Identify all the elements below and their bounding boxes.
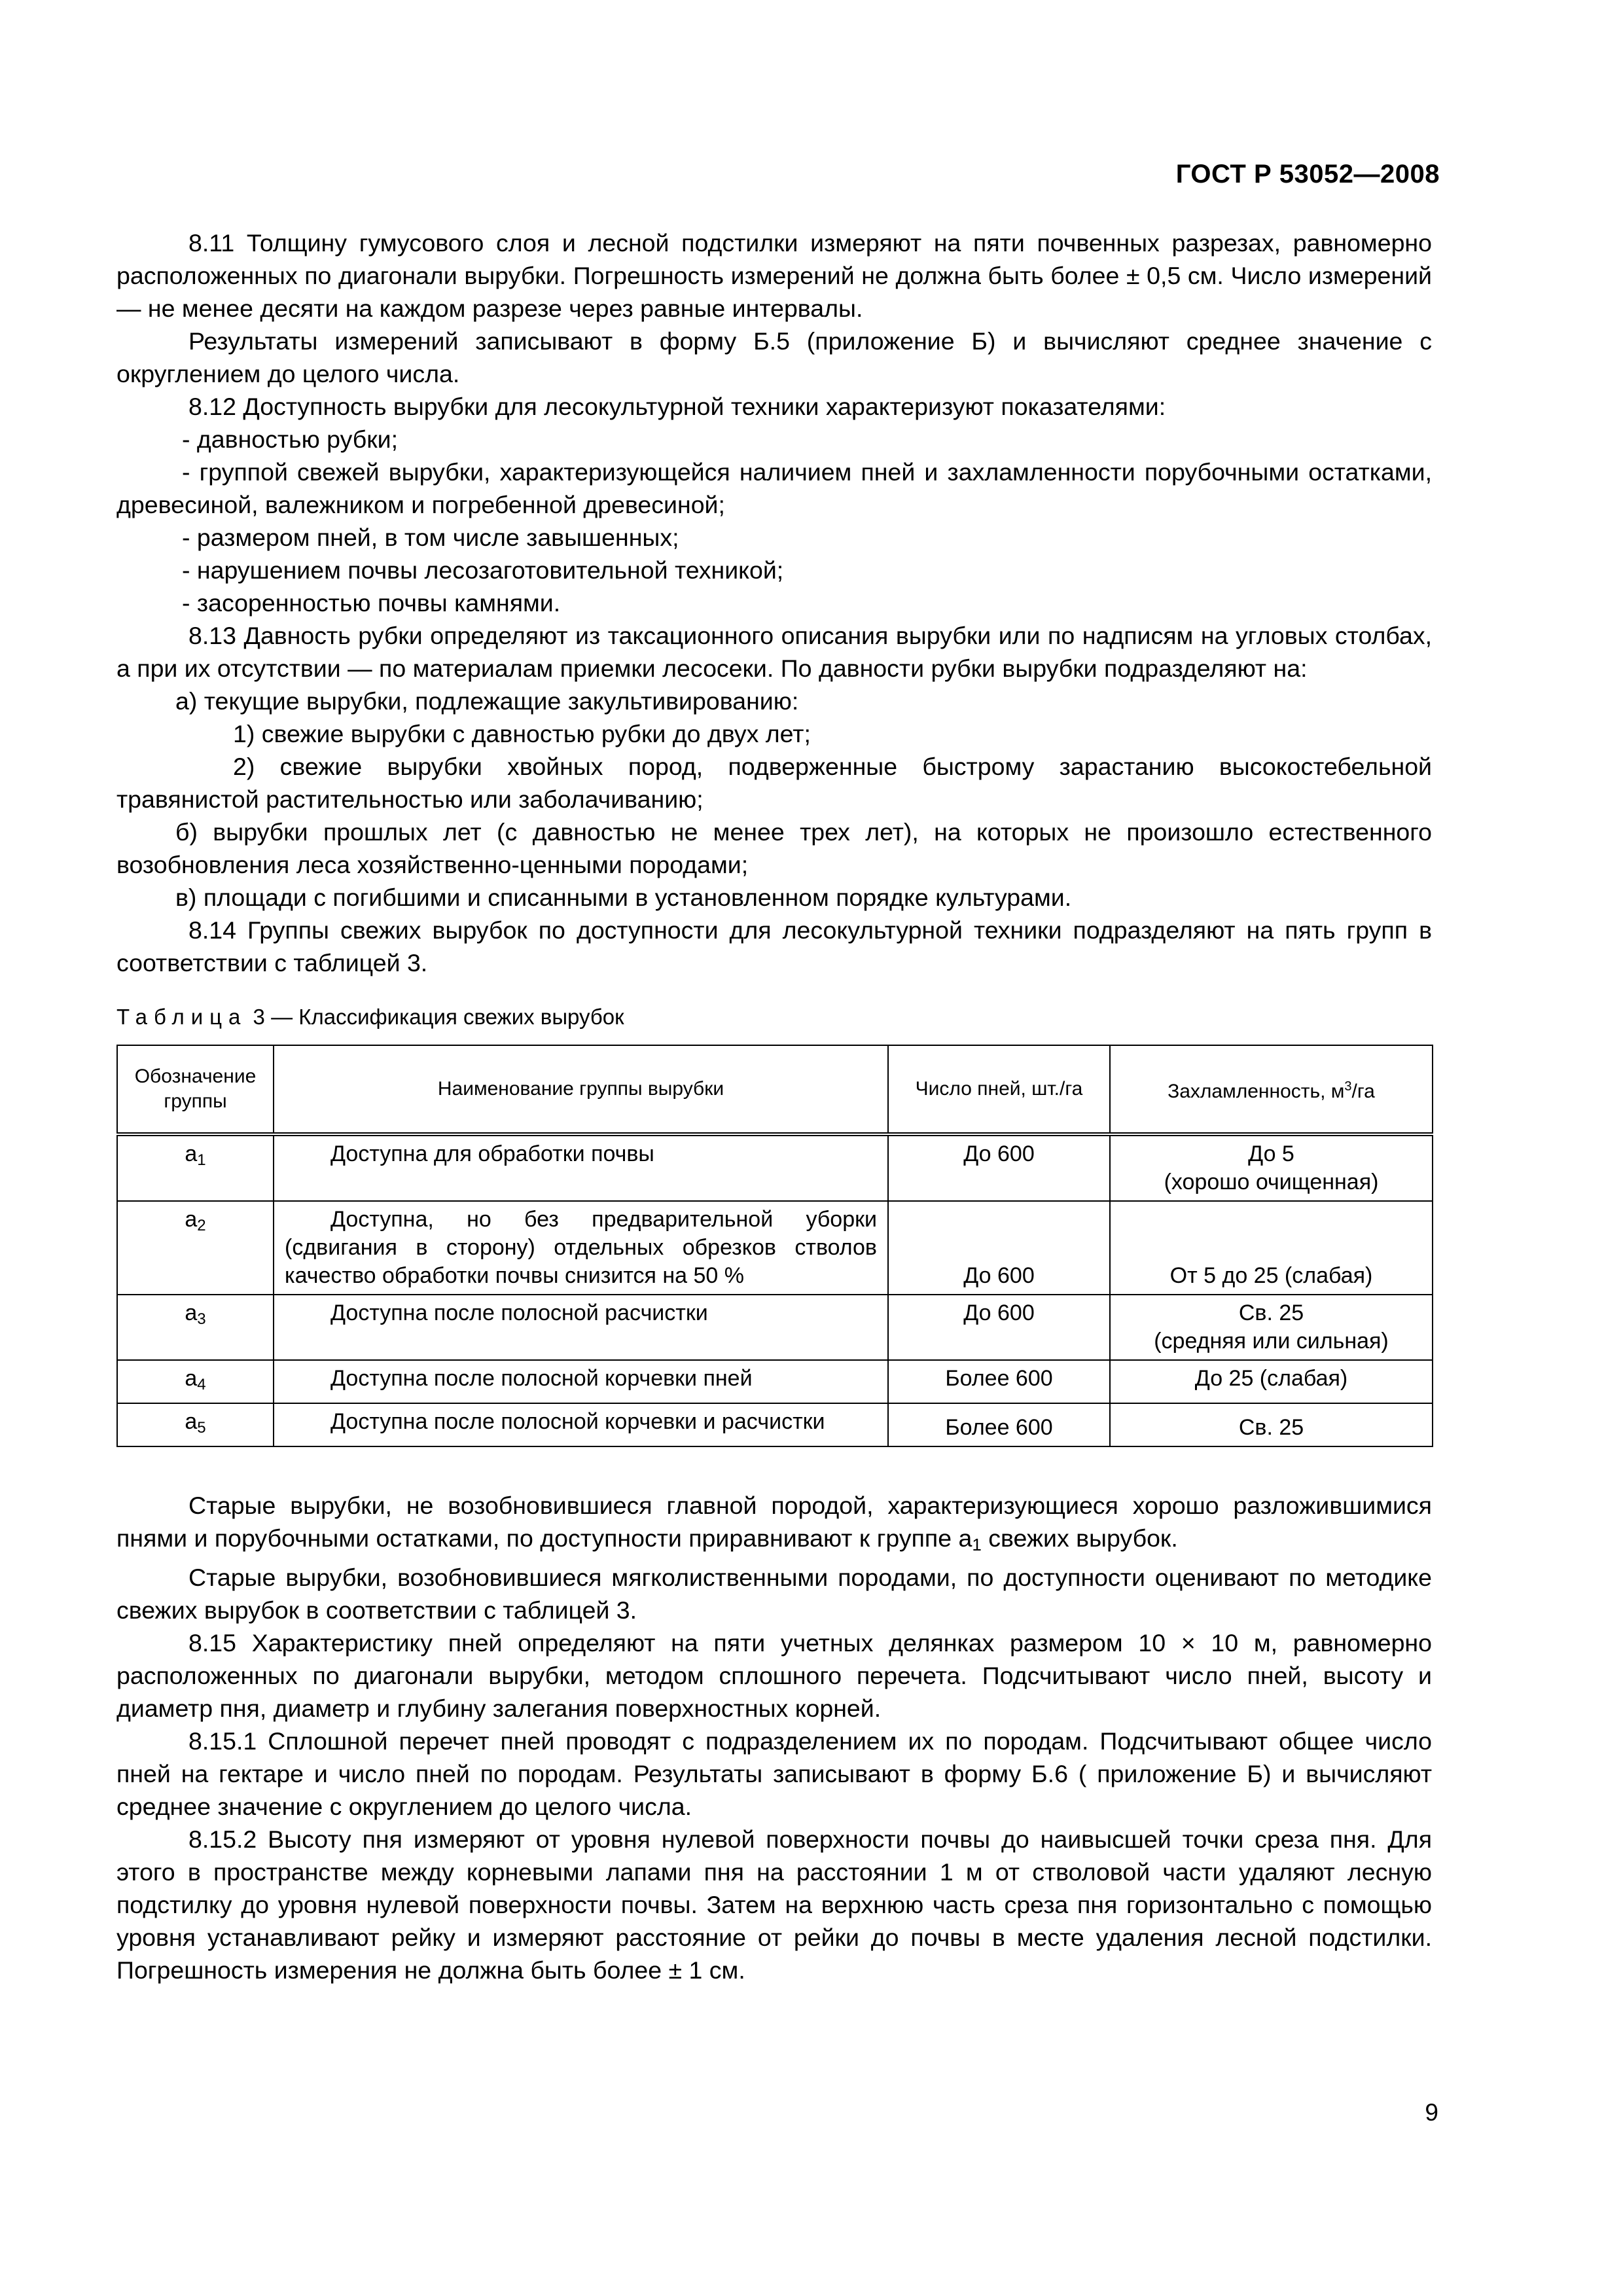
column-header: Обозначение группы [117, 1045, 274, 1134]
list-item: 2) свежие вырубки хвойных пород, подверженные быстрому зарастанию высокостебельной травянистой растительностью или заболачиванию; [116, 753, 1432, 813]
group-name-cell: Доступна после полосной корчевки и расчистки [274, 1403, 888, 1446]
list-item: б) вырубки прошлых лет (с давностью не менее трех лет), на которых не произошло естественного возобновления леса хозяйственно-ценными породами; [116, 818, 1432, 878]
stumps-cell: До 600 [888, 1134, 1110, 1201]
group-code-cell: $а_4$ [117, 1360, 274, 1403]
stumps-cell: До 600 [888, 1201, 1110, 1295]
list-item: - группой свежей вырубки, характеризующейся наличием пней и захламленности порубочными остатками, древесиной, валежником и погребенной древесиной; [116, 458, 1432, 518]
group-code-cell: $а_1$ [117, 1134, 274, 1201]
debris-cell: От 5 до 25 (слабая) [1110, 1201, 1433, 1295]
group-name-cell: Доступна для обработки почвы [274, 1134, 888, 1201]
paragraph: 8.12 Доступность вырубки для лесокультурной техники характеризуют показателями: [188, 393, 1166, 420]
debris-cell: До 25 (слабая) [1110, 1360, 1433, 1403]
group-name-cell: Доступна, но без предварительной уборки (сдвигания в сторону) отдельных обрезков стволов качество обработки почвы снизится на 50 % [274, 1201, 888, 1295]
list-item: а) текущие вырубки, подлежащие закультивированию: [175, 687, 799, 715]
column-header: Число пней, шт./га [888, 1045, 1110, 1134]
paragraph: 8.15.1 Сплошной перечет пней проводят с подразделением их по породам. Подсчитывают общее число пней на гектаре и число пней по породам. Результаты записывают в форму Б.6 ( приложение Б) и вычисляют среднее значение с округлением до целого числа. [116, 1727, 1432, 1820]
paragraph: 8.11 Толщину гумусового слоя и лесной подстилки измеряют на пяти почвенных разрезах, равномерно расположенных по диагонали вырубки. Погрешность измерений не должна быть более ± 0,5 см. Число измерений — не менее десяти на каждом разрезе через равные интервалы. [116, 229, 1432, 322]
list-item: - давностью рубки; [182, 425, 398, 453]
table-row [117, 1295, 1433, 1360]
debris-cell: Св. 25 (средняя или сильная) [1110, 1295, 1433, 1360]
stumps-cell: Более 600 [888, 1360, 1110, 1403]
debris-cell: Св. 25 [1110, 1403, 1433, 1446]
document-code-header: ГОСТ Р 53052—2008 [1175, 160, 1440, 188]
classification-table [116, 1045, 1433, 1447]
group-code-cell: $а_5$ [117, 1403, 274, 1446]
paragraph: Старые вырубки, не возобновившиеся главной породой, характеризующиеся хорошо разложившимися пнями и порубочными остатками, по доступности приравнивают к группе $а_1$ свежих вырубок. [116, 1492, 1432, 1554]
stumps-cell: До 600 [888, 1295, 1110, 1360]
table-caption [116, 1003, 1432, 1031]
paragraph: 8.15 Характеристику пней определяют на пяти учетных делянках размером 10 × 10 м, равномерно расположенных по диагонали вырубки, методом сплошного перечета. Подсчитывают число пней, высоту и диаметр пня, диаметр и глубину залегания поверхностных корней. [116, 1629, 1432, 1722]
table-header-row [117, 1045, 1433, 1134]
paragraph: 8.13 Давность рубки определяют из таксационного описания вырубки или по надписям на угловых столбах, а при их отсутствии — по материалам приемки лесосеки. По давности рубки вырубки подразделяют на: [116, 622, 1432, 682]
table-row [117, 1201, 1433, 1295]
column-header: Захламленность, $м^3/га$ [1110, 1045, 1433, 1134]
page-number: 9 [1425, 2099, 1438, 2126]
column-header: Наименование группы вырубки [274, 1045, 888, 1134]
group-code-cell: $а_3$ [117, 1295, 274, 1360]
debris-cell: До 5 (хорошо очищенная) [1110, 1134, 1433, 1201]
table-row [117, 1403, 1433, 1446]
document-body [116, 226, 1432, 1986]
paragraph: Старые вырубки, возобновившиеся мягколиственными породами, по доступности оценивают по методике свежих вырубок в соответствии с таблицей 3. [116, 1564, 1432, 1624]
group-name-cell: Доступна после полосной корчевки пней [274, 1360, 888, 1403]
group-name-cell: Доступна после полосной расчистки [274, 1295, 888, 1360]
stumps-cell: Более 600 [888, 1403, 1110, 1446]
list-item: - засоренностью почвы камнями. [182, 589, 561, 617]
list-item: 1) свежие вырубки с давностью рубки до двух лет; [233, 720, 811, 747]
table-row [117, 1134, 1433, 1201]
list-item: в) площади с погибшими и списанными в установленном порядке культурами. [175, 884, 1072, 911]
table-caption-text: 3 — Классификация свежих вырубок [247, 1005, 624, 1029]
table-caption-label: Таблица [116, 1005, 247, 1029]
list-item: - размером пней, в том числе завышенных; [182, 524, 679, 551]
list-item: - нарушением почвы лесозаготовительной техникой; [182, 556, 784, 584]
table-row [117, 1360, 1433, 1403]
group-code-cell: $а_2$ [117, 1201, 274, 1295]
paragraph: 8.14 Группы свежих вырубок по доступности для лесокультурной техники подразделяют на пять групп в соответствии с таблицей 3. [116, 916, 1432, 977]
paragraph: 8.15.2 Высоту пня измеряют от уровня нулевой поверхности почвы до наивысшей точки среза пня. Для этого в пространстве между корневыми лапами пня на расстоянии 1 м от стволовой части удаляют лесную подстилку до уровня нулевой поверхности почвы. Затем на верхнюю часть среза пня горизонтально с помощью уровня устанавливают рейку и измеряют расстояние от рейки до почвы в месте удаления лесной подстилки. Погрешность измерения не должна быть более ± 1 см. [116, 1825, 1432, 1984]
paragraph: Результаты измерений записывают в форму Б.5 (приложение Б) и вычисляют среднее значение с округлением до целого числа. [116, 327, 1432, 387]
